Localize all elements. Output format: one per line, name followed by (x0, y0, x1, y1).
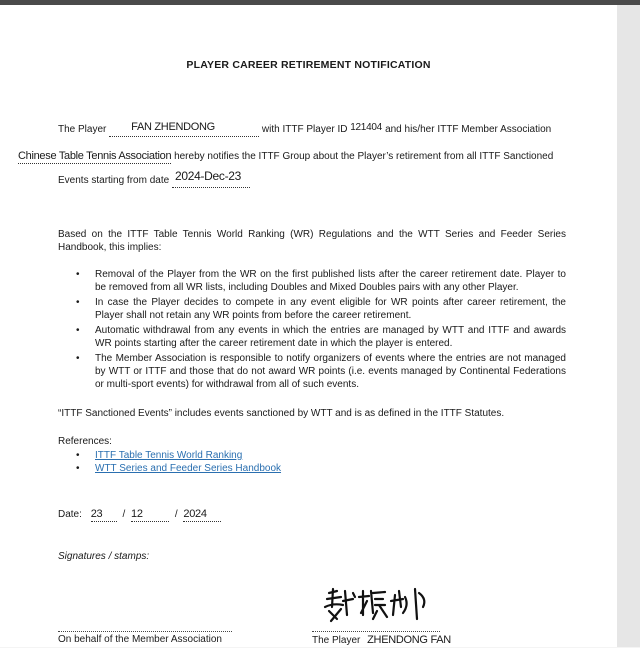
notify-text: hereby notifies the ITTF Group about the Player’s retirement from all ITTF Sanctioned (174, 151, 554, 162)
date-year: 2024 (183, 507, 221, 522)
left-signatory: On behalf of the Member Association (58, 634, 222, 645)
signatures-label: Signatures / stamps: (58, 551, 150, 562)
list-item: • The Member Association is responsible to notify organizers of events where the entries are not managed by WTT or ITTF and those that do not award WR points (i.e. events managed by Continental Federations or multi-sport events) for withdrawal from all of such events. (58, 352, 566, 391)
events-date-label: Events starting from date (58, 175, 170, 186)
references-list (58, 449, 566, 477)
reference-item (58, 449, 566, 462)
player-id: 121404 (350, 122, 382, 133)
right-signatory (312, 633, 451, 648)
scrollbar-track[interactable] (617, 5, 640, 647)
reference-link-handbook[interactable]: WTT Series and Feeder Series Handbook (95, 463, 282, 474)
date-label: Date: (58, 509, 82, 520)
date-separator: / (174, 509, 178, 520)
retirement-date: 2024-Dec-23 (174, 169, 242, 183)
intro-paragraph: Based on the ITTF Table Tennis World Ranking (WR) Regulations and the WTT Series and Feeder Series Handbook, this implies: (58, 229, 566, 253)
right-signatory-prefix: The Player (312, 635, 361, 646)
player-name: FAN ZHENDONG (131, 121, 215, 133)
signing-date-line (58, 507, 221, 522)
document-page (0, 5, 617, 647)
events-date-line (58, 169, 250, 188)
retirement-date-field (172, 169, 250, 188)
list-item: • Automatic withdrawal from any events in which the entries are managed by WTT and ITTF and awards WR points starting after the career retirement date in which the player is entered. (58, 324, 566, 350)
reference-item (58, 462, 566, 475)
player-name-field (109, 121, 259, 137)
association-name: Chinese Table Tennis Association (18, 150, 172, 162)
left-signature-line (58, 631, 232, 632)
right-signatory-name: ZHENDONG FAN (367, 634, 451, 646)
player-id-label: with ITTF Player ID (261, 124, 348, 135)
date-separator: / (122, 509, 126, 520)
date-month: 12 (131, 507, 169, 522)
player-signature (323, 585, 435, 623)
definition-paragraph: “ITTF Sanctioned Events” includes events sanctioned by WTT and is as defined in the ITTF Statutes. (58, 408, 505, 419)
list-item: • Removal of the Player from the WR on the first published lists after the career retirement date. Player to be removed from all WR lists, including Doubles and Mixed Doubles pairs with any other Player. (58, 268, 566, 294)
document-title: PLAYER CAREER RETIREMENT NOTIFICATION (186, 59, 431, 71)
references-label: References: (58, 436, 112, 447)
date-day: 23 (91, 507, 117, 522)
right-signature-line (312, 631, 440, 632)
player-prefix: The Player (58, 124, 107, 135)
player-line (58, 123, 551, 137)
reference-link-ranking[interactable]: ITTF Table Tennis World Ranking (95, 450, 243, 461)
implications-list (58, 268, 566, 393)
list-item: • In case the Player decides to compete in any event eligible for WR points after career retirement, the Player shall not retain any WR points from before the career retirement. (58, 296, 566, 322)
association-label: and his/her ITTF Member Association (385, 124, 552, 135)
association-line (18, 149, 553, 164)
